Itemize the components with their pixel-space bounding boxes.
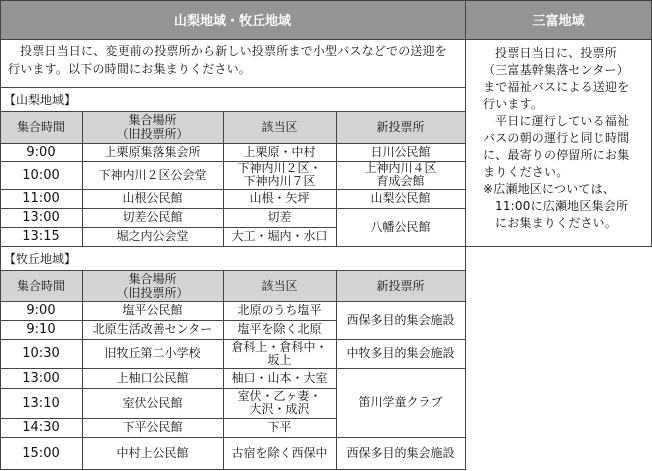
place-cell: 堀之内公会堂	[116, 229, 189, 243]
new-cell: 山梨公民館	[370, 191, 431, 205]
area-cell: 下平	[267, 420, 292, 434]
mitomi-para-2-l4: まりください。	[483, 165, 569, 179]
time-cell: 9:00	[26, 303, 56, 318]
place-cell: 下平公民館	[122, 420, 183, 434]
new-cell-merged: 笛川学童クラブ	[358, 395, 443, 409]
area-cell: 塩平を除く北原	[237, 322, 322, 336]
mitomi-note-l2: 11:00に広瀬地区集会所	[495, 199, 629, 213]
col-header-place: 集合場所 （旧投票所）	[82, 111, 223, 143]
mitomi-para-2-l2: バスの朝の運行と同じ時間	[483, 131, 630, 145]
area-cell: 柚口・山本・大室	[231, 370, 328, 385]
new-cell: 日川公民館	[370, 144, 431, 159]
area-cell: 大工・堀内・水口	[231, 229, 328, 243]
col-header-new: 新投票所	[336, 111, 465, 143]
mitomi-note-l3: にお集まりください。	[495, 216, 618, 230]
area-cell: 古宿を除く西保中	[231, 445, 328, 460]
time-cell: 13:10	[22, 395, 60, 411]
col-header-place: 集合場所 （旧投票所）	[82, 270, 223, 301]
col-header-time: 集合時間	[0, 270, 82, 301]
area-cell: 下神内川２区・ 下神内川７区	[237, 161, 322, 188]
place-cell: 塩平公民館	[122, 303, 183, 317]
new-cell: 上神内川４区 育成会館	[364, 161, 437, 188]
place-cell: 北原生活改善センター	[92, 322, 213, 336]
time-cell: 13:15	[22, 229, 60, 244]
mitomi-para-1-l1: 投票日当日に、投票所	[495, 46, 618, 60]
mitomi-para-2-l3: に、最寄りの停留所にお集	[483, 148, 630, 162]
area-cell: 倉科上・倉科中・ 坂上	[231, 339, 328, 367]
time-cell: 9:00	[26, 144, 56, 160]
area-cell: 北原のうち塩平	[237, 303, 322, 317]
area-cell: 室伏・乙ヶ妻・ 大沢・成沢	[237, 389, 322, 416]
new-cell-merged: 八幡公民館	[370, 219, 431, 234]
time-cell: 10:00	[22, 167, 60, 183]
mitomi-para-2-l1: 平日に運行している福祉	[495, 114, 630, 128]
place-cell: 室伏公民館	[122, 395, 183, 410]
new-cell: 中牧多目的集会施設	[346, 346, 455, 360]
section-label-yamanashi: 【山梨地域】	[4, 92, 77, 107]
section-label-makioka: 【牧丘地域】	[4, 251, 77, 266]
place-cell: 切差公民館	[122, 210, 183, 224]
time-cell: 10:30	[22, 346, 60, 361]
time-cell: 13:00	[22, 210, 60, 225]
time-cell: 13:00	[22, 370, 60, 386]
header-yamanashi-makioka: 山梨地域・牧丘地域	[0, 0, 465, 39]
header-mitomi: 三富地域	[465, 0, 652, 39]
time-cell: 15:00	[22, 445, 60, 461]
place-cell: 上栗原集落集会所	[104, 144, 201, 159]
mitomi-note-l1: ※広瀬地区については、	[483, 182, 616, 196]
area-cell: 切差	[267, 210, 292, 224]
col-header-area: 該当区	[223, 111, 336, 143]
intro-line-1: 投票日当日に、変更前の投票所から新しい投票所まで小型バスなどでの送迎を	[20, 44, 448, 58]
col-header-area: 該当区	[223, 270, 336, 301]
place-cell: 山根公民館	[122, 191, 183, 205]
time-cell: 9:10	[26, 322, 56, 337]
time-cell: 11:00	[22, 191, 60, 206]
mitomi-para-1-l3: まで福祉バスによる送迎を	[483, 80, 630, 94]
area-cell: 上栗原・中村	[243, 144, 316, 159]
new-cell: 西保多目的集会施設	[346, 445, 455, 460]
place-cell: 中村上公民館	[116, 445, 189, 460]
mitomi-para-1-l2: （三富基幹集落センター）	[483, 63, 629, 77]
area-cell: 山根・矢坪	[249, 191, 310, 205]
place-cell: 旧牧丘第二小学校	[104, 346, 201, 360]
new-cell-merged: 西保多目的集会施設	[346, 312, 455, 327]
time-cell: 14:30	[22, 420, 60, 435]
col-header-new: 新投票所	[336, 270, 465, 301]
place-cell: 下神内川２区公会堂	[98, 167, 207, 182]
place-cell: 上柚口公民館	[116, 370, 189, 385]
mitomi-para-1-l4: 行います。	[483, 97, 544, 111]
col-header-time: 集合時間	[0, 111, 82, 143]
intro-line-2: 行います。以下の時間にお集まりください。	[8, 62, 252, 76]
